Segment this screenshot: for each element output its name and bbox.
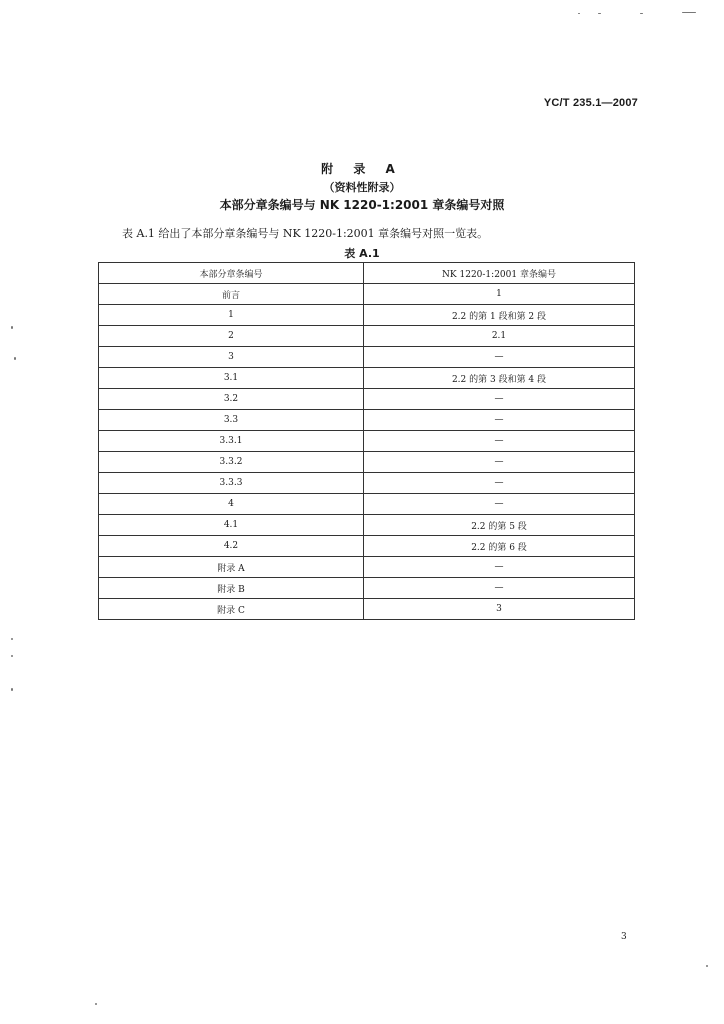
- scan-speck: [95, 1003, 97, 1005]
- cell-this-part: 3.2: [99, 389, 364, 410]
- table-row: [99, 494, 635, 515]
- table-row: [99, 305, 635, 326]
- clause-mapping-table: [98, 262, 635, 620]
- cell-nk: —: [364, 347, 635, 368]
- appendix-name: 本部分章条编号与 NK 1220-1:2001 章条编号对照: [219, 198, 505, 212]
- cell-nk: —: [364, 557, 635, 578]
- cell-nk: 2.1: [364, 326, 635, 347]
- scan-speck: [11, 688, 13, 691]
- cell-nk: 2.2 的第 5 段: [364, 515, 635, 536]
- document-code: YC/T 235.1—2007: [543, 97, 638, 109]
- table-row: [99, 284, 635, 305]
- scan-speck: [598, 13, 601, 14]
- cell-nk: 2.2 的第 1 段和第 2 段: [364, 305, 635, 326]
- cell-nk: —: [364, 410, 635, 431]
- cell-this-part: 3.3.1: [99, 431, 364, 452]
- scan-speck: [578, 13, 580, 14]
- table-caption: 表 A.1: [344, 247, 380, 260]
- column-header-nk: NK 1220-1:2001 章条编号: [364, 263, 635, 284]
- table-row: [99, 389, 635, 410]
- cell-this-part: 前言: [99, 284, 364, 305]
- intro-paragraph: 表 A.1 给出了本部分章条编号与 NK 1220-1:2001 章条编号对照一览表。: [122, 227, 489, 240]
- table-row: [99, 473, 635, 494]
- cell-this-part: 3.3: [99, 410, 364, 431]
- table-row: [99, 557, 635, 578]
- cell-this-part: 附录 B: [99, 578, 364, 599]
- cell-this-part: 3.3.2: [99, 452, 364, 473]
- table-row: [99, 410, 635, 431]
- cell-nk: —: [364, 578, 635, 599]
- cell-this-part: 3.3.3: [99, 473, 364, 494]
- scan-speck: [640, 13, 643, 14]
- scan-speck: [11, 655, 13, 657]
- table-row: [99, 599, 635, 620]
- cell-this-part: 4: [99, 494, 364, 515]
- cell-this-part: 4.2: [99, 536, 364, 557]
- cell-nk: 2.2 的第 3 段和第 4 段: [364, 368, 635, 389]
- cell-nk: —: [364, 431, 635, 452]
- table-row: [99, 452, 635, 473]
- table-row: [99, 326, 635, 347]
- table-row: [99, 347, 635, 368]
- table-row: [99, 536, 635, 557]
- table-row: [99, 515, 635, 536]
- scan-speck: [682, 12, 696, 13]
- column-header-this-part: 本部分章条编号: [99, 263, 364, 284]
- cell-nk: 2.2 的第 6 段: [364, 536, 635, 557]
- cell-this-part: 2: [99, 326, 364, 347]
- scan-speck: [706, 965, 708, 967]
- table-row: [99, 368, 635, 389]
- appendix-type: （资料性附录）: [323, 181, 401, 194]
- page-number: 3: [621, 932, 627, 942]
- table-row: [99, 578, 635, 599]
- cell-this-part: 附录 A: [99, 557, 364, 578]
- appendix-title: 附 录 A: [321, 162, 403, 176]
- cell-nk: 1: [364, 284, 635, 305]
- cell-nk: —: [364, 494, 635, 515]
- scan-speck: [11, 326, 13, 329]
- cell-this-part: 4.1: [99, 515, 364, 536]
- cell-nk: 3: [364, 599, 635, 620]
- table-header-row: [99, 263, 635, 284]
- cell-nk: —: [364, 389, 635, 410]
- cell-nk: —: [364, 473, 635, 494]
- cell-this-part: 1: [99, 305, 364, 326]
- scan-speck: [14, 357, 16, 360]
- cell-this-part: 附录 C: [99, 599, 364, 620]
- table-row: [99, 431, 635, 452]
- scan-speck: [11, 638, 13, 640]
- cell-this-part: 3.1: [99, 368, 364, 389]
- cell-nk: —: [364, 452, 635, 473]
- cell-this-part: 3: [99, 347, 364, 368]
